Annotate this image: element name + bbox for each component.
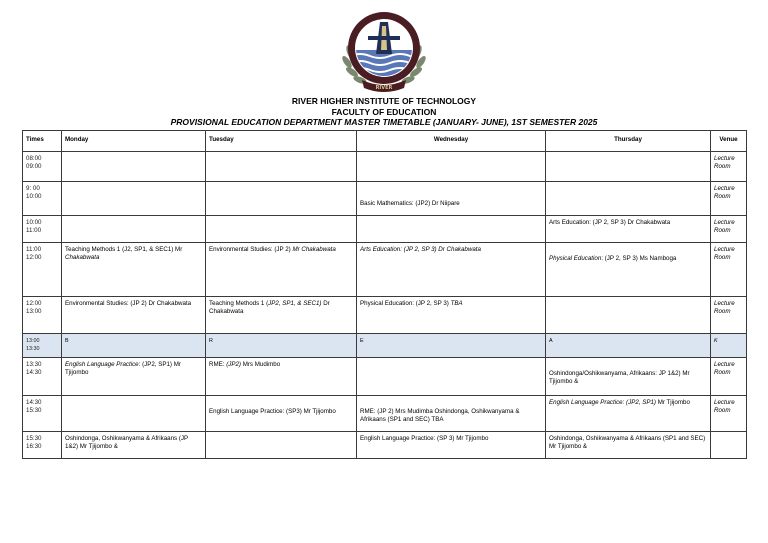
col-header-tuesday: Tuesday [206, 131, 357, 152]
time-cell: 15:30 16:30 [23, 432, 62, 459]
svg-text:RIVER: RIVER [375, 85, 393, 91]
monday-cell: Teaching Methods 1 (J2, SP1, & SEC1) Mr Chakabwata [62, 243, 206, 297]
time-cell: 14:30 15:30 [23, 396, 62, 432]
tuesday-cell [206, 152, 357, 182]
document-headings [0, 96, 768, 128]
time-cell: 13:30 14:30 [23, 358, 62, 396]
col-header-wednesday: Wednesday [357, 131, 546, 152]
thursday-cell: Oshindonga, Oshikwanyama & Afrikaans (SP1 and SEC) Mr Tjijombo & [546, 432, 711, 459]
tuesday-cell [206, 216, 357, 243]
monday-cell: English Language Practice: (JP2, SP1) Mr Tjijombo [62, 358, 206, 396]
institute-logo [330, 6, 438, 94]
wednesday-cell [357, 358, 546, 396]
wednesday-cell: Arts Education: (JP 2, SP 3) Dr Chakabwata [357, 243, 546, 297]
header-row [23, 131, 747, 152]
thursday-cell: Oshindonga/Oshikwanyama, Afrikaans: JP 1&2) Mr Tjijombo & [546, 358, 711, 396]
time-cell: 11:00 12:00 [23, 243, 62, 297]
monday-cell [62, 216, 206, 243]
table-row [23, 432, 747, 459]
wednesday-cell: Physical Education: (JP 2, SP 3) TBA [357, 297, 546, 334]
tuesday-cell [206, 182, 357, 216]
monday-cell [62, 182, 206, 216]
tuesday-cell: Teaching Methods 1 (JP2, SP1, & SEC1) Dr Chakabwata [206, 297, 357, 334]
venue-cell: Lecture Room [711, 216, 747, 243]
time-cell: 13:00 13:30 [23, 334, 62, 358]
table-row [23, 243, 747, 297]
venue-cell: Lecture Room [711, 358, 747, 396]
time-cell: 12:00 13:00 [23, 297, 62, 334]
col-header-monday: Monday [62, 131, 206, 152]
wednesday-cell: English Language Practice: (SP 3) Mr Tjijombo [357, 432, 546, 459]
col-header-venue: Venue [711, 131, 747, 152]
monday-cell: B [62, 334, 206, 358]
tuesday-cell: English Language Practice: (SP3) Mr Tjijombo [206, 396, 357, 432]
time-cell: 9: 00 10:00 [23, 182, 62, 216]
monday-cell [62, 152, 206, 182]
timetable [22, 130, 747, 459]
time-cell: 08:00 09:00 [23, 152, 62, 182]
table-row [23, 396, 747, 432]
monday-cell [62, 396, 206, 432]
thursday-cell [546, 182, 711, 216]
wednesday-cell [357, 216, 546, 243]
col-header-thursday: Thursday [546, 131, 711, 152]
tuesday-cell: R [206, 334, 357, 358]
venue-cell: Lecture Room [711, 243, 747, 297]
monday-cell: Oshindonga, Oshikwanyama & Afrikaans (JP 1&2) Mr Tjijombo & [62, 432, 206, 459]
table-row [23, 358, 747, 396]
thursday-cell: English Language Practice: (JP2, SP1) Mr Tjijombo [546, 396, 711, 432]
tuesday-cell [206, 432, 357, 459]
col-header-times: Times [23, 131, 62, 152]
table-row [23, 216, 747, 243]
venue-cell: Lecture Room [711, 396, 747, 432]
venue-cell: Lecture Room [711, 297, 747, 334]
faculty-name: FACULTY OF EDUCATION [331, 106, 437, 117]
thursday-cell: A [546, 334, 711, 358]
thursday-cell: Physical Education: (JP 2, SP 3) Ms Namboga [546, 243, 711, 297]
institute-name: RIVER HIGHER INSTITUTE OF TECHNOLOGY [291, 96, 477, 106]
thursday-cell: Arts Education: (JP 2, SP 3) Dr Chakabwata [546, 216, 711, 243]
tuesday-cell: Environmental Studies: (JP 2) Mr Chakabwata [206, 243, 357, 297]
thursday-cell [546, 297, 711, 334]
timetable-title: PROVISIONAL EDUCATION DEPARTMENT MASTER TIMETABLE (JANUARY- JUNE), 1ST SEMESTER 2025 [170, 117, 598, 127]
break-row [23, 334, 747, 358]
time-cell: 10:00 11:00 [23, 216, 62, 243]
venue-cell: Lecture Room [711, 152, 747, 182]
wednesday-cell [357, 152, 546, 182]
thursday-cell [546, 152, 711, 182]
table-row [23, 152, 747, 182]
monday-cell: Environmental Studies: (JP 2) Dr Chakabwata [62, 297, 206, 334]
wednesday-cell: E [357, 334, 546, 358]
venue-cell [711, 432, 747, 459]
wednesday-cell: RME: (JP 2) Mrs Mudimba Oshindonga, Oshikwanyama & Afrikaans (SP1 and SEC) TBA [357, 396, 546, 432]
wednesday-cell: Basic Mathematics: (JP2) Dr Niipare [357, 182, 546, 216]
venue-cell: K [711, 334, 747, 358]
tuesday-cell: RME: (JP2) Mrs Mudimbo [206, 358, 357, 396]
table-row [23, 297, 747, 334]
table-row [23, 182, 747, 216]
venue-cell: Lecture Room [711, 182, 747, 216]
